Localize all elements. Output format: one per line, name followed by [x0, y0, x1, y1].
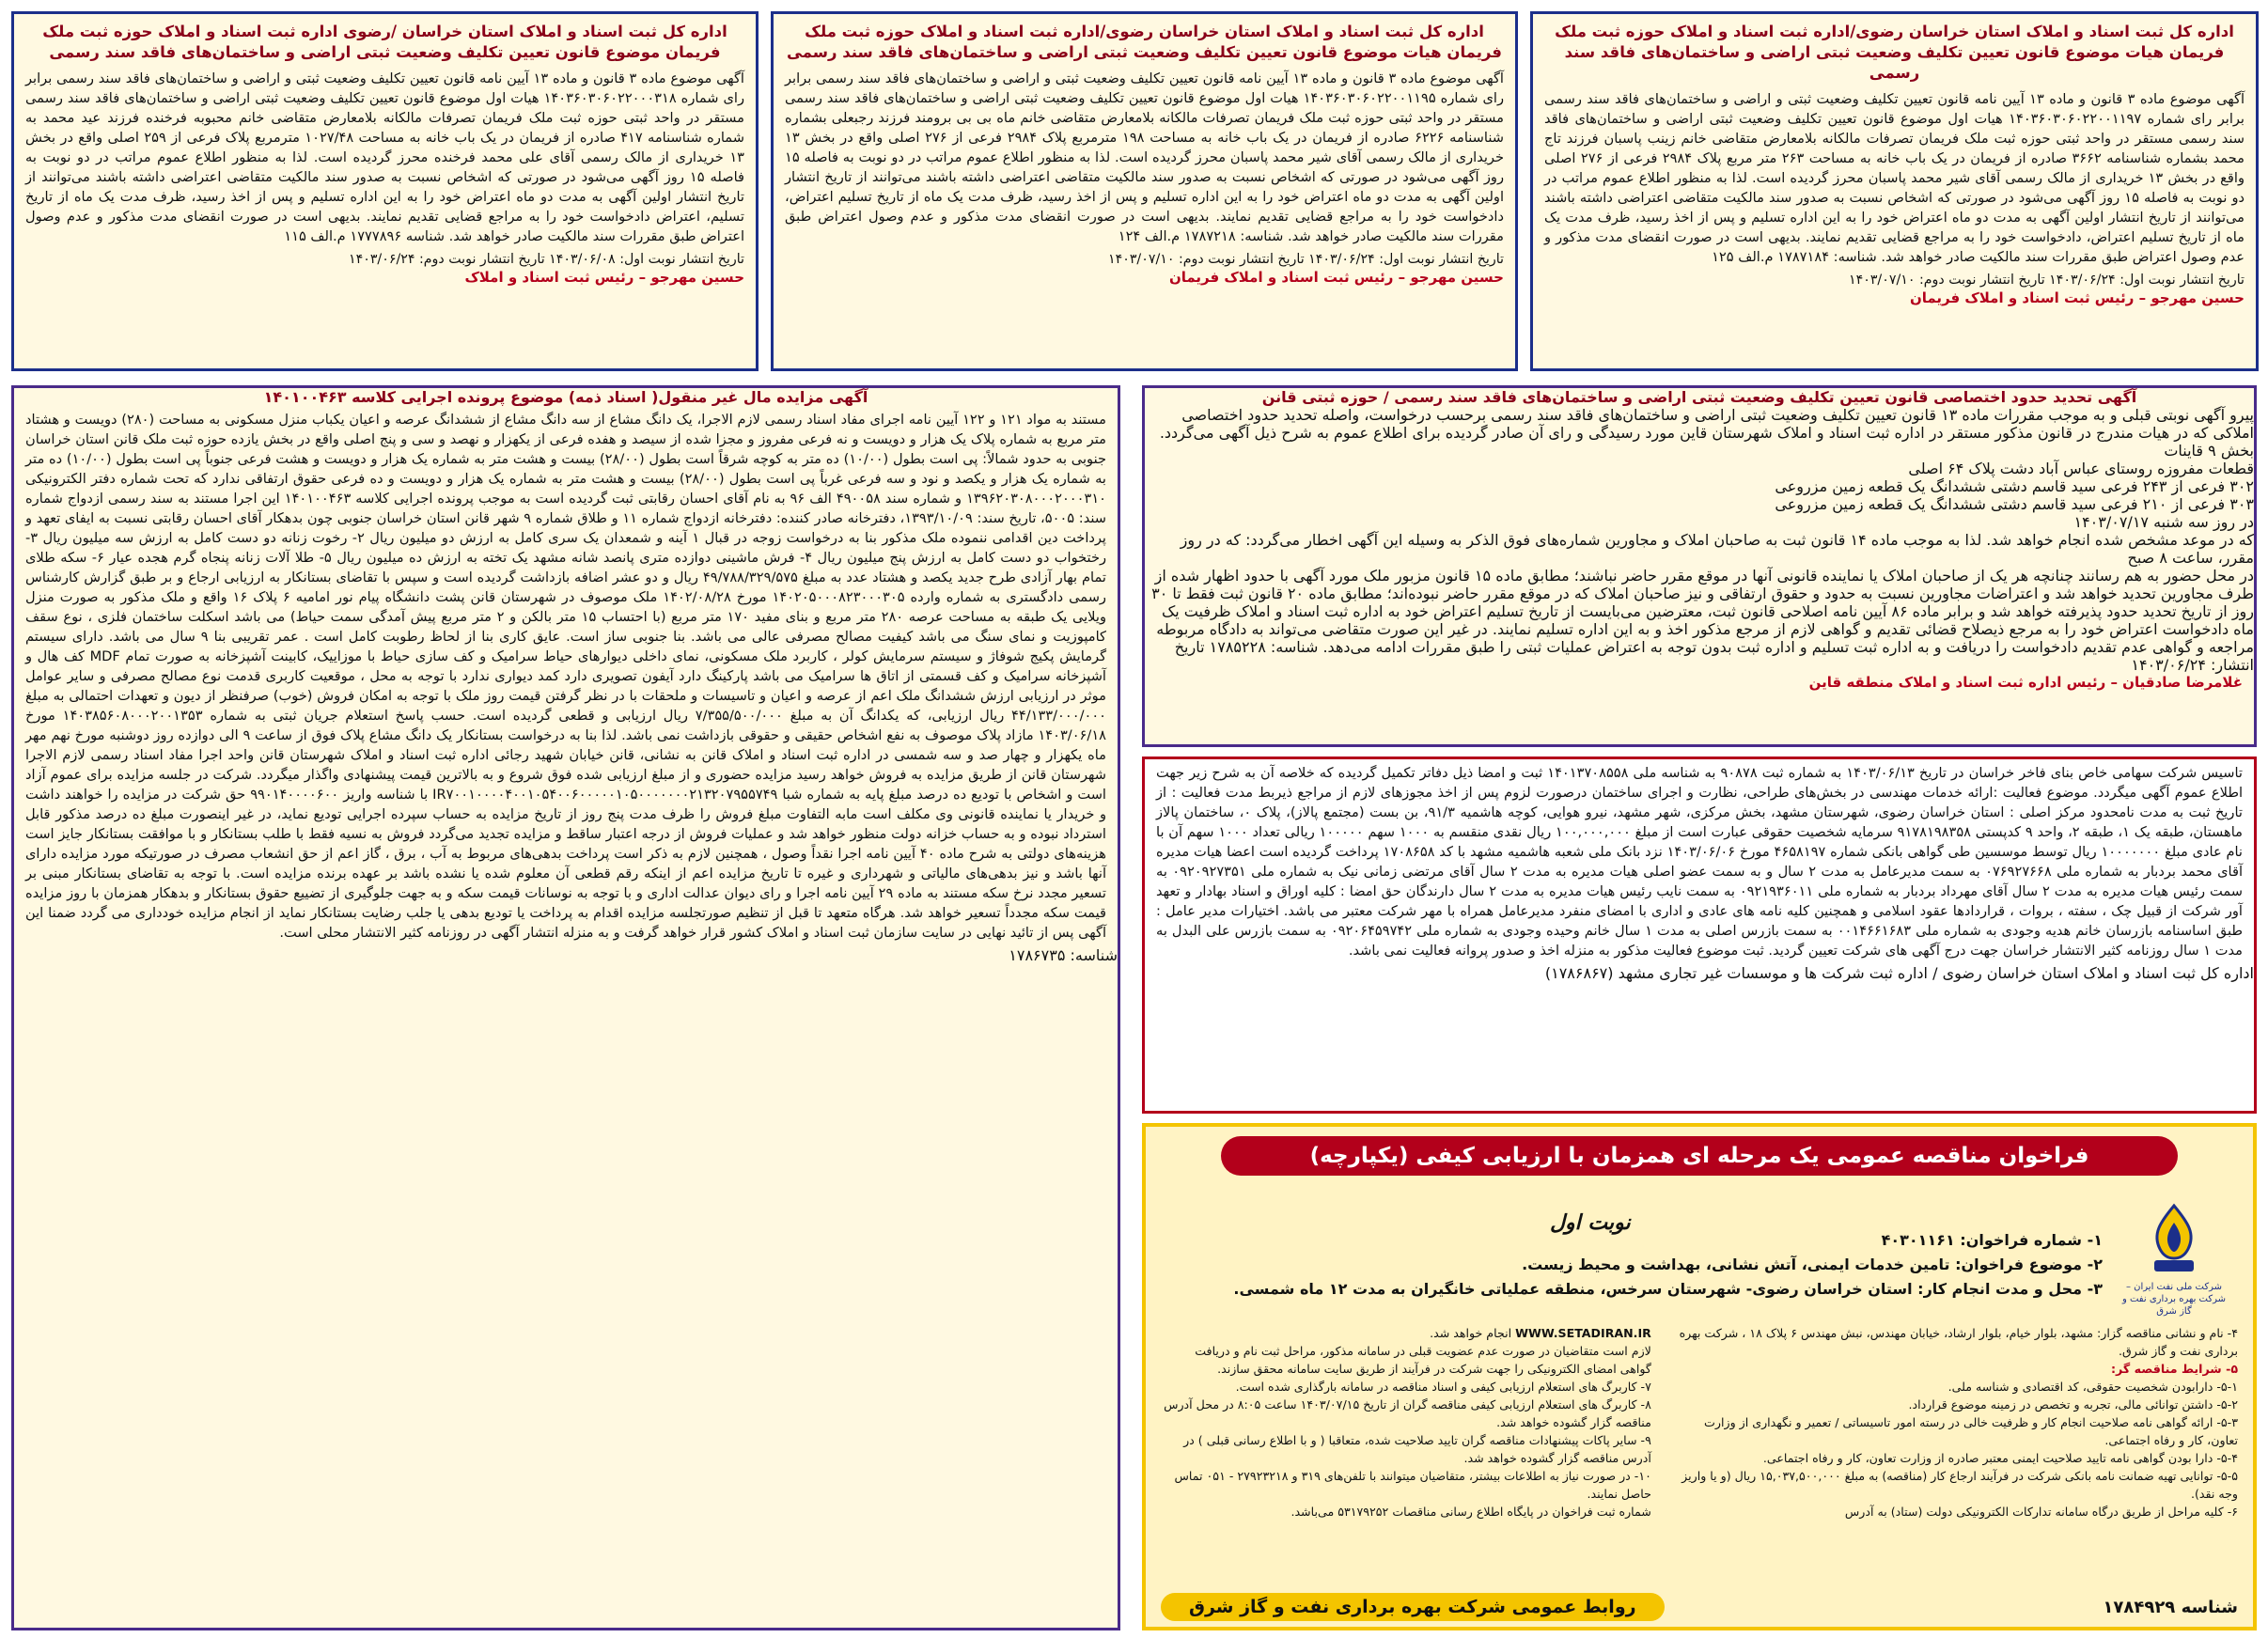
nioc-logo — [2118, 1202, 2230, 1318]
notice-body: آگهی موضوع ماده ۳ قانون و ماده ۱۳ آیین نامه قانون تعیین تکلیف وضعیت ثبتی و اراضی و ساختمان‌های فاقد سند رسمی برابر رای شماره ۱۴۰۳۶۰۳۰۶۰۲۲۰۰۱۱۹۵ هیات اول موضوع قانون تعیین تکلیف وضعیت ثبتی اراضی و ساختمان‌های فاقد سند رسمی مستقر در واحد ثبتی حوزه ثبت ملک فریمان تصرفات مالکانه بلامعارض متقاضی خانم ماه بی بی برومند فرزند رجبعلی بشماره شناسنامه ۶۲۲۶ صادره از فریمان در یک باب خانه به مساحت ۱۹۸ مترمربع پلاک ۲۹۸۴ فرعی از ۲۷۶ اصلی واقع در بخش ۱۳ خریداری از مالک رسمی آقای شیر محمد پاسبان محرز گردیده است. لذا به منظور اطلاع عموم مراتب در دو نوبت به فاصله ۱۵ روز آگهی می‌شود در صورتی که اشخاص نسبت به صدور سند مالکیت متقاضی اعتراضی داشته باشند می‌توانند از تاریخ انتشار اولین آگهی به مدت دو ماه اعتراض خود را به این اداره تسلیم و پس از اخذ رسید، ظرف مدت یک ماه از تاریخ تسلیم اعتراض، دادخواست خود را به مراجع قضایی تقدیم نمایند. بدیهی است در صورت انقضای مدت مذکور و عدم وصول اعتراض طبق مقررات سند مالکیت صادر خواهد شد. شناسه: ۱۷۸۷۲۱۸ م.الف ۱۲۴ — [785, 70, 1505, 244]
tender-item: ۵-۳- ارائه گواهی نامه صلاحیت انجام کار و ظرفیت خالی در رسته امور تاسیساتی / تعمیر و نگهداری از وزارت تعاون، کار و رفاه اجتماعی. — [1704, 1415, 2238, 1447]
notice-dates: تاریخ انتشار نوبت اول: ۱۴۰۳/۰۶/۰۸ تاریخ انتشار نوبت دوم: ۱۴۰۳/۰۶/۲۴ — [348, 252, 744, 267]
tender-notice — [1142, 1123, 2257, 1630]
notice-title: اداره کل ثبت اسناد و املاک استان خراسان /رضوی اداره ثبت اسناد و املاک حوزه ثبت ملک فریمان موضوع قانون تعیین تکلیف وضعیت ثبتی اراضی و ساختمان‌های فاقد سند رسمی — [42, 23, 727, 61]
tender-point: ۳- محل و مدت انجام کار: استان خراسان رضوی- شهرستان سرخس، منطقه عملیاتی خانگیران به مدت ۱۲ ماه شمسی. — [1233, 1280, 2103, 1298]
notice-title: اداره کل ثبت اسناد و املاک استان خراسان رضوی/اداره ثبت اسناد و املاک حوزه ثبت ملک فریمان هیات موضوع قانون تعیین تکلیف وضعیت ثبتی اراضی و ساختمان‌های فاقد سند رسمی — [1555, 23, 2234, 82]
tender-item: ۵-۴- دارا بودن گواهی نامه تایید صلاحیت ایمنی معتبر صادره از وزارت تعاون، کار و رفاه اجتماعی. — [1762, 1451, 2238, 1465]
notice-signature: حسین مهرجو – رئیس ثبت اسناد و املاک فریمان — [1168, 269, 1504, 286]
auction-title: آگهی مزایده مال غیر منقول( اسناد ذمه) موضوع پرونده اجرایی کلاسه ۱۴۰۱۰۰۴۶۳ — [263, 388, 868, 406]
auction-id: شناسه: ۱۷۸۶۷۳۵ — [1009, 946, 1118, 964]
notice-body: آگهی موضوع ماده ۳ قانون و ماده ۱۳ آیین نامه قانون تعیین تکلیف وضعیت ثبتی و اراضی و ساختمان‌های فاقد سند رسمی برابر رای شماره ۱۴۰۳۶۰۳۰۶۰۲۲۰۰۰۳۱۸ هیات اول موضوع قانون تعیین تکلیف وضعیت ثبتی اراضی و ساختمان‌های فاقد سند رسمی مستقر در واحد ثبتی حوزه ثبت ملک فریمان تصرفات مالکانه بلامعارض متقاضی خانم محبوبه فرخنده فرزند عید محمد به شماره شناسنامه ۴۱۷ صادره از فریمان در یک باب خانه به مساحت ۱۰۲۷/۴۸ مترمربع پلاک فرعی از ۲۵۹ اصلی واقع در بخش ۱۳ خریداری از مالک رسمی آقای علی محمد فرخنده محرز گردیده است. لذا به منظور اطلاع عموم مراتب در دو نوبت به فاصله ۱۵ روز آگهی می‌شود در صورتی که اشخاص نسبت به صدور سند مالکیت متقاضی اعتراضی داشته باشند می‌توانند از تاریخ انتشار اولین آگهی به مدت دو ماه اعتراض خود را به این اداره تسلیم و پس از اخذ رسید، ظرف مدت یک ماه از تاریخ تسلیم، اعتراض دادخواست خود را به مراجع قضایی تقدیم نمایند. بدیهی است در صورت انقضای مدت مذکور و عدم وصول اعتراض طبق مقررات سند مالکیت صادر خواهد شد. شناسه ۱۷۷۷۸۹۶ م.الف ۱۱۵ — [25, 70, 745, 244]
company-registration-notice — [1142, 757, 2257, 1114]
tender-key-points — [1165, 1228, 2103, 1302]
boundary-notice — [1142, 385, 2257, 747]
tender-round: نوبت اول — [1550, 1211, 1631, 1235]
notice-title: اداره کل ثبت اسناد و املاک استان خراسان رضوی/اداره ثبت اسناد و املاک حوزه ثبت ملک فریمان هیات موضوع قانون تعیین تکلیف وضعیت ثبتی اراضی و ساختمان‌های فاقد سند رسمی — [787, 23, 1502, 61]
auction-body: مستند به مواد ۱۲۱ و ۱۲۲ آیین نامه اجرای مفاد اسناد رسمی لازم الاجرا، یک دانگ مشاع از سه دانگ مشاع از ششدانگ عرصه و اعیان یکباب منزل مسکونی به مساحت (۲۸۰) دویست و هشتاد متر مربع به شماره پلاک یک هزار و دویست و نه فرعی مفروز و مجزا شده از سیصد و هفده فرعی از یکهزار و نهصد و سی و پنج اصلی واقع در بخش یازده حوزه ثبت ملک قانن استان خراسان جنوبی به حدود شمالاً: پی است بطول (۱۰/۰۰) ده متر به کوچه شرقاً است بطول (۲۸/۰۰) بیست و هشت متر به شماره یک هزار و دویست و هشت فرعی جنوباً پی است بطول (۱۰/۰۰) ده متر به شماره یک هزار و یکصد و نود و سه فرعی غرباً پی است بطول (۲۸/۰۰) بیست و هشت متر به شماره یک هزار و دویست و ده فرعی حقوق ارتفاقی ندارد که تحت شماره دفتر الکترونیکی ۱۳۹۶۲۰۳۰۸۰۰۰۲۰۰۰۳۱۰ و شماره سند ۴۹۰۰۵۸ الف ۹۶ به نام آقای احسان رقابتی ثبت گردیده است به موجب پرونده اجرایی کلاسه ۱۴۰۱۰۰۴۶۳ این اجرا مستند به سند رسمی ازدواج شماره سند: ۵۰۰۵، تاریخ سند: ۱۳۹۳/۱۰/۰۹، دفترخانه صادر کننده: دفترخانه ازدواج شماره ۱۱ و طلاق شماره ۹ شهر قانن استان خراسان جنوبی چون بدهکار آقای احسان رقابتی نسبت به ایفای تعهد و پرداخت دین اقدامی ننموده ملک مذکور بنا به درخواست زوجه در قبال ۱ آینه و شمعدان یک سری کامل به ارزش دو میلیون ریال ۲- رخوت زنانه دو دست کامل به ارزش سه میلیون ریال ۳- رختخواب دو دست کامل به ارزش پنج میلیون ریال ۴- فرش ماشینی دوازده متری پانصد شانه مشهد یک تخته به ارزش ده میلیون ریال ۵- طلا آلات زنانه پنجاه گرم هجده عیار ۶- سکه طلای تمام بهار آزادی طرح جدید یکصد و هشتاد عدد به مبلغ ۴۹/۷۸۸/۳۲۹/۵۷۵ ریال و دو عشر اضافه بازداشت گردیده است و سپس با تقاضای بستانکار به ارزیابی ارجاع و بر طبق گزارش کارشناس رسمی دادگستری به شماره وارده ۱۴۰۲۰۵۰۰۰۸۲۳۰۰۰۳۰۵ مورخ ۱۴۰۲/۰۸/۲۸ ملک موصوف در شهرستان قانن پشت دانشگاه پیام نور امامیه ۶ پلاک ۱۶ واقع و ملک مذکور به صورت منزل ویلایی یک طبقه به مساحت عرصه ۲۸۰ متر مربع و بنای مفید ۱۷۰ متر مربع (با احتساب ۱۵ متر بالکن و ۲ متر مربع پیش آمدگی سمت حیاط) می باشد اسکلت ساختمان فلزی ، نوع سقف کامپوزیت و نمای سنگ می باشد کیفیت مصالح مصرفی عالی می باشد. بنا جنوبی ساز است. عایق کاری بنا از لحاظ رطوبت کامل است . عمر تقریبی بنا ۹ سال می باشد. دارای سیستم گرمایش پکیج شوفاژ و سیستم سرمایش کولر ، کاربرد ملک مسکونی، نمای داخلی دیوارهای حیاط سرامیک و کف سازی حیاط با موزاییک، کابینت آشپزخانه به صورت تمام MDF کف هال و آشپزخانه سرامیک و کف قسمتی از اتاق ها سرامیک می باشد پارکینگ دارد آیفون تصویری دارد کمد دیواری ندارد با توجه به محل ، موقعیت کاربری قدمت نوع مصالح مصرفی و سایر عوامل موثر در ارزیابی ارزش ششدانگ ملک اعم از عرصه و اعیان و تاسیسات و ملحقات با در نظر گرفتن قیمت روز ملک با توجه به امکان فروش (خوب) صرفنظر از دیون و تعهدات احتمالی به مبلغ ۴۴/۱۳۳/۰۰۰/۰۰۰ ریال ارزیابی، که یکدانگ آن به مبلغ ۷/۳۵۵/۵۰۰/۰۰۰ ریال ارزیابی و قطعی گردیده است. حسب پاسخ استعلام جریان ثبتی به شماره ۱۴۰۳۸۵۶۰۸۰۰۰۲۰۰۱۳۵۳ مورخ ۱۴۰۳/۰۶/۱۸ مازاد پلاک موصوف به نفع اشخاص حقیقی و حقوقی بازداشت نمی باشد. لذا بنا به درخواست بستانکار یک دانگ مشاع پلاک فوق از ساعت ۹ الی دوازده روز دوشنبه مورخ نهم مهر ماه یکهزار و چهار صد و سه شمسی در اداره ثبت اسناد و املاک قانن به نشانی، قانن خیابان شهید رجائی اداره ثبت اسناد و املاک شهرستان قانن واحد اجرا مفاد اسناد رسمی لازم الاجرا شهرستان قانن از طریق مزایده به فروش خواهد رسید مزایده حضوری و از مبلغ ارزیابی شده فوق شروع و به بالاترین قیمت پیشنهادی واگذار میگردد. شرکت در جلسه مزایده برای عموم آزاد است و اشخاص با تودیع ده درصد مبلغ پایه به شماره شبا IR۷۰۰۱۰۰۰۰۴۰۰۱۰۵۴۰۰۶۰۰۰۰۰۱۰۵۰۰۰۰۰۰۰۲۱۳۲۰۷۹۵۵۷۴۹ با شناسه واریز ۹۹۰۱۴۰۰۰۰۶۰۰ حق شرکت در مزایده را خواهند داشت و خریدار یا نماینده قانونی وی مکلف است مابه التفاوت مبلغ فروش را ظرف مدت پنج روز از تاریخ مزایده به حساب سپرده اجرایی تودیع نماید، در غیر اینصورت مبلغ ده درصد مذکور قابل استرداد نبوده و به حساب خزانه دولت منظور خواهد شد و عملیات فروش از درجه اعتبار ساقط و مزایده تجدید می‌گردد فروش به نسیه فقط با طلب بستانکار و با موافقت بستانکار جایز است هزینه‌های دولتی به شرح ماده ۴۰ آیین نامه اجرا نقداً وصول ، همچنین لازم به ذکر است پرداخت بدهی‌های مربوط به آب ، برق ، گاز اعم از حق انشعاب مصرف در صورتیکه مورد مزایده دارای آنها باشد و نیز بدهی‌های مالیاتی و شهرداری و غیره تا تاریخ مزایده اعم از اینکه رقم قطعی آن معلوم شده یا نشده باشد بر عهده برنده مزایده است. با توجه به تقاضای بستانکار مبنی بر تسعیر مجدد نرخ سکه مستند به ماده ۲۹ آیین نامه اجرا و رای دیوان عدالت اداری و با توجه به نوسانات قیمت سکه و به جهت جلوگیری از تضییع حقوق بستانکار و بدهکار همزمان با روز مزایده قیمت سکه مجدداً تسعیر خواهد شد. هرگاه متعهد تا قبل از تنظیم صورتجلسه مزایده اقدام به پرداخت یا تودیع بدهی یا جلب رضایت بستانکار نماید از انجام مزایده خودداری می گردد ضمنا این آگهی پس از تائید نهایی در سایت سازمان ثبت اسناد و املاک کشور قرار خواهد گرفت و به منزله انتشار آگهی در روزنامه کثیر الانتشار محلی است. — [25, 412, 1107, 941]
auction-notice — [11, 385, 1120, 1630]
company-body: تاسیس شرکت سهامی خاص بنای فاخر خراسان در تاریخ ۱۴۰۳/۰۶/۱۳ به شماره ثبت ۹۰۸۷۸ به شناسه ملی ۱۴۰۱۳۷۰۸۵۵۸ ثبت و امضا ذیل دفاتر تکمیل گردیده که خلاصه آن به شرح زیر جهت اطلاع عموم آگهی میگردد. موضوع فعالیت :ارائه خدمات مهندسی در بخش‌های طراحی، نظارت و اجرای ساختمان درصورت لزوم پس از اخذ مجوزهای لازم از مراجع ذیربط مدت فعالیت : از تاریخ ثبت به مدت نامحدود مرکز اصلی : استان خراسان رضوی، شهرستان مشهد، بخش مرکزی، شهر مشهد، نیرو هوایی، کوچه هاشمیه ۹۱/۳، بن بست (مجتمع پالاز)، پلاک ۰، ساختمان پالاز ماهستان، طبقه یک ۱، طبقه ۲، واحد ۹ کدپستی ۹۱۷۸۱۹۸۳۵۸ سرمایه شخصیت حقوقی عبارت است از مبلغ ۱۰۰,۰۰۰,۰۰۰ ریال نقدی منقسم به ۱۰۰۰ سهم ۱۰۰۰۰۰ ریالی تعداد ۱۰۰۰ سهم آن با نام عادی مبلغ ۱۰۰۰۰۰۰۰ ریال توسط موسسین طی گواهی بانکی شماره ۴۶۵۸۱۹۷ مورخ ۱۴۰۳/۰۶/۰۶ نزد بانک ملی شعبه هاشمیه مشهد با کد ۱۷۰۸۶۵۸ پرداخت گردیده است اعضا هیات مدیره آقای محمد بردبار به شماره ملی ۰۷۶۹۲۷۶۶۸ به سمت مدیرعامل به مدت ۲ سال و به سمت عضو اصلی هیات مدیره به مدت ۲ سال آقای مرتضی زمانی نیک به شماره ملی ۰۹۲۰۹۲۷۳۵۱ به سمت رئیس هیات مدیره به مدت ۲ سال آقای مهرداد بردبار به شماره ملی ۰۹۲۱۹۳۶۰۱۱ به سمت نایب رئیس هیات مدیره به مدت ۲ سال دارندگان حق امضا : کلیه اوراق و اسناد بهادار و تعهد آور شرکت از قبیل چک ، سفته ، بروات ، قراردادها عقود اسلامی و همچنین کلیه نامه های عادی و اداری با امضای منفرد مدیرعامل همراه با مهر شرکت معتبر می باشد. اختیارات مدیر عامل : طبق اساسنامه بازرسان خانم هدیه وجودی به شماره ملی ۰۰۱۴۶۶۱۶۸۳ به سمت بازرس اصلی به مدت ۱ سال خانم وحیده وجودی به شماره ملی ۰۹۲۰۶۴۵۹۷۴۲ به سمت بازرس علی البدل به مدت ۱ سال روزنامه کثیر الانتشار خراسان جهت درج آگهی های شرکت تعیین گردید. ثبت موضوع فعالیت مذکور به منزله اخذ و صدور پروانه فعالیت نمی باشد. — [1156, 765, 2244, 959]
notice-registration-b — [771, 11, 1518, 371]
notice-signature: حسین مهرجو – رئیس ثبت اسناد و املاک فریمان — [1909, 289, 2245, 306]
logo-caption: شرکت ملی نفت ایران – شرکت بهره برداری نفت و گاز شرق — [2121, 1282, 2227, 1317]
tender-item: ۵-۲- داشتن توانائی مالی، تجربه و تخصص در زمینه موضوع قرارداد. — [1908, 1397, 2238, 1412]
tender-item: ۴- نام و نشانی مناقصه گزار: مشهد، بلوار خیام، بلوار ارشاد، خیابان مهندس، نبش مهندس ۶ پلاک ۱۸ ، شرکت بهره برداری نفت و گاز شرق. — [1679, 1326, 2238, 1358]
tender-item: ۵-۱- دارابودن شخصیت حقوقی، کد اقتصادی و شناسه ملی. — [1947, 1380, 2238, 1394]
tender-item: ۸- کاربرگ های استعلام ارزیابی کیفی مناقصه گران از تاریخ ۱۴۰۳/۰۷/۱۵ ساعت ۸:۰۵ در محل آدرس مناقصه گزار گشوده خواهد شد. — [1164, 1397, 1651, 1429]
notice-dates: تاریخ انتشار نوبت اول: ۱۴۰۳/۰۶/۲۴ تاریخ انتشار نوبت دوم: ۱۴۰۳/۰۷/۱۰ — [1107, 252, 1504, 267]
boundary-col-right: پیرو آگهی نوبتی قبلی و به موجب مقررات ماده ۱۳ قانون تعیین تکلیف وضعیت ثبتی اراضی و ساختمان‌های فاقد سند رسمی برحسب درخواست، واصله تحدید حدود اختصاصی املاکی که در هیات مندرج در قانون مذکور مستقر در اداره ثبت اسناد و املاک شهرستان قاین مورد رسیدگی و رای آن صادر گردیده برای اطلاع عموم به شرح ذیل آگهی می‌گردد. بخش ۹ قاینات قطعات مفروزه روستای عباس آباد دشت پلاک ۶۴ اصلی ۳۰۲ فرعی از ۲۴۳ فرعی سید قاسم دشتی ششدانگ یک قطعه زمین مزروعی ۳۰۳ فرعی از ۲۱۰ فرعی سید قاسم دشتی ششدانگ یک قطعه زمین مزروعی در روز سه شنبه ۱۴۰۳/۰۷/۱۷ که در موعد مشخص شده انجام خواهد شد. لذا به موجب ماده ۱۴ قانون ثبت به صاحبان املاک و مجاورین شماره‌های فوق الذکر به وسیله این آگهی اخطار می‌گردد: که در روز مقرر، ساعت ۸ صبح — [1159, 406, 2254, 567]
tender-id: شناسه ۱۷۸۴۹۲۹ — [2103, 1597, 2238, 1617]
tender-item: ۷- کاربرگ های استعلام ارزیابی کیفی و اسناد مناقصه در سامانه بارگذاری شده است. — [1235, 1380, 1651, 1394]
tender-item: ۵-۵- توانایی تهیه ضمانت نامه بانکی شرکت در فرآیند ارجاع کار (مناقصه) به مبلغ ۱۵,۰۳۷,۵۰۰,۰۰۰ ریال (و یا واریز وجه نقد). — [1681, 1469, 2238, 1501]
tender-item: ۹- سایر پاکات پیشنهادات مناقصه گران تایید صلاحیت شده، متعاقبا ( و با اطلاع رسانی قبلی ) در آدرس مناقصه گزار گشوده خواهد شد. — [1183, 1433, 1651, 1465]
notice-registration-c — [11, 11, 759, 371]
boundary-title: آگهی تحدید حدود اختصاصی قانون تعیین تکلیف وضعیت ثبتی اراضی و ساختمان‌های فاقد سند رسمی / حوزه ثبتی قانن — [1261, 388, 2137, 406]
tender-col-right — [1674, 1324, 2238, 1521]
tender-title: فراخوان مناقصه عمومی یک مرحله ای همزمان با ارزیابی کیفی (یکپارچه) — [1221, 1136, 2178, 1176]
boundary-signature: غلامرضا صادقیان – رئیس اداره ثبت اسناد و املاک منطقه قاین — [1808, 674, 2243, 691]
tender-item: ۵- شرایط مناقصه گر: — [2111, 1362, 2238, 1376]
tender-item: ۱۰- در صورت نیاز به اطلاعات بیشتر، متقاضیان میتوانند با تلفن‌های ۳۱۹ و ۲۷۹۲۳۲۱۸ - ۰۵۱ تماس حاصل نمایند. — [1174, 1469, 1651, 1501]
setad-link[interactable]: WWW.SETADIRAN.IR — [1515, 1326, 1651, 1340]
boundary-col-left: در محل حضور به هم رسانند چنانچه هر یک از صاحبان املاک یا نماینده قانونی آنها در موقع مقرر حاضر نباشند؛ مطابق ماده ۱۵ قانون مزبور ملک مورد آگهی با حدود اظهار شده از طرف مجاورین تحدید خواهد شد و اعتراضات مجاورین نسبت به حدود و حقوق ارتفاقی و نیز صاحبان املاک که در موقع مقرر حاضر نبوده‌اند؛ مطابق ماده ۲۰ قانون ثبت فقط تا ۳۰ روز از تاریخ تحدید حدود پذیرفته خواهد شد و برابر ماده ۸۶ آیین نامه اصلاحی قانون ثبت، معترضین می‌بایست از تاریخ تسلیم اعتراض خود به اداره ثبت اسناد و املاک ظرفیت یک ماه دادخواست اعتراض خود را به مرجع ذیصلاح قضائی تقدیم و گواهی لازم از مرجع مذکور اخذ و به این اداره تسلیم نمایند. در غیر این صورت متقاضی می‌تواند به دادگاه مربوطه مراجعه و گواهی عدم تقدیم دادخواست را دریافت و به اداره ثبت تسلیم و اداره ثبت بدون توجه به اعتراض عملیات ثبتی را طبق مقررات ادامه می‌دهد. شناسه: ۱۷۸۵۲۲۸ تاریخ انتشار: ۱۴۰۳/۰۶/۲۴ — [1151, 567, 2254, 674]
notice-dates: تاریخ انتشار نوبت اول: ۱۴۰۳/۰۶/۲۴ تاریخ انتشار نوبت دوم: ۱۴۰۳/۰۷/۱۰ — [1848, 273, 2245, 288]
tender-col-left — [1161, 1324, 1651, 1521]
tender-point: ۱- شماره فراخوان: ۴۰۳۰۱۱۶۱ — [1881, 1231, 2103, 1249]
tender-point: ۲- موضوع فراخوان: تامین خدمات ایمنی، آتش نشانی، بهداشت و محیط زیست. — [1522, 1256, 2103, 1273]
notice-signature: حسین مهرجو – رئیس ثبت اسناد و املاک — [464, 269, 744, 286]
notice-body: آگهی موضوع ماده ۳ قانون و ماده ۱۳ آیین نامه قانون تعیین تکلیف وضعیت ثبتی و اراضی و ساختمان‌های فاقد سند رسمی برابر رای شماره ۱۴۰۳۶۰۳۰۶۰۲۲۰۰۱۱۹۷ هیات اول موضوع قانون تعیین تکلیف وضعیت ثبتی اراضی و ساختمان‌های فاقد سند رسمی مستقر در واحد ثبتی حوزه ثبت ملک فریمان تصرفات مالکانه بلامعارض متقاضی خانم زینب پاسبان فرزند تاج محمد بشماره شناسنامه ۳۶۶۲ صادره از فریمان در یک باب خانه به مساحت ۲۶۳ متر مربع پلاک ۲۹۸۴ فرعی از ۲۷۶ اصلی واقع در بخش ۱۳ خریداری از مالک رسمی آقای شیر محمد پاسبان محرز گردیده است. لذا به منظور اطلاع عموم مراتب در دو نوبت به فاصله ۱۵ روز آگهی می‌شود در صورتی که اشخاص نسبت به صدور سند مالکیت متقاضی اعتراضی داشته باشند می‌توانند از تاریخ انتشار اولین آگهی به مدت دو ماه اعتراض خود را به این اداره تسلیم و پس از اخذ رسید، ظرف مدت یک ماه از تاریخ تسلیم اعتراض، دادخواست خود را به مراجع قضایی تقدیم نمایند. بدیهی است در صورت انقضای مدت مذکور و عدم وصول اعتراض طبق مقررات سند مالکیت صادر خواهد شد. شناسه: ۱۷۸۷۱۸۴ م.الف ۱۲۵ — [1544, 91, 2245, 265]
tender-publisher: روابط عمومی شرکت بهره برداری نفت و گاز شرق — [1161, 1593, 1665, 1621]
tender-item: شماره ثبت فراخوان در پایگاه اطلاع رسانی مناقصات ۵۳۱۷۹۲۵۲ می‌باشد. — [1290, 1505, 1651, 1519]
tender-item: انجام خواهد شد. — [1430, 1326, 1512, 1340]
notice-registration-a — [1530, 11, 2259, 371]
flame-icon — [2141, 1202, 2207, 1277]
tender-item: لازم است متقاضیان در صورت عدم عضویت قبلی در سامانه مذکور، مراحل ثبت نام و دریافت گواهی امضای الکترونیکی را جهت شرکت در فرآیند از طریق سایت سامانه محقق سازند. — [1195, 1344, 1651, 1376]
company-footer-band: اداره کل ثبت اسناد و املاک استان خراسان رضوی / اداره ثبت شرکت ها و موسسات غیر تجاری مشهد (۱۷۸۶۸۶۷) — [1544, 964, 2254, 982]
tender-item: ۶- کلیه مراحل از طریق درگاه سامانه تدارکات الکترونیکی دولت (ستاد) به آدرس — [1844, 1505, 2238, 1519]
